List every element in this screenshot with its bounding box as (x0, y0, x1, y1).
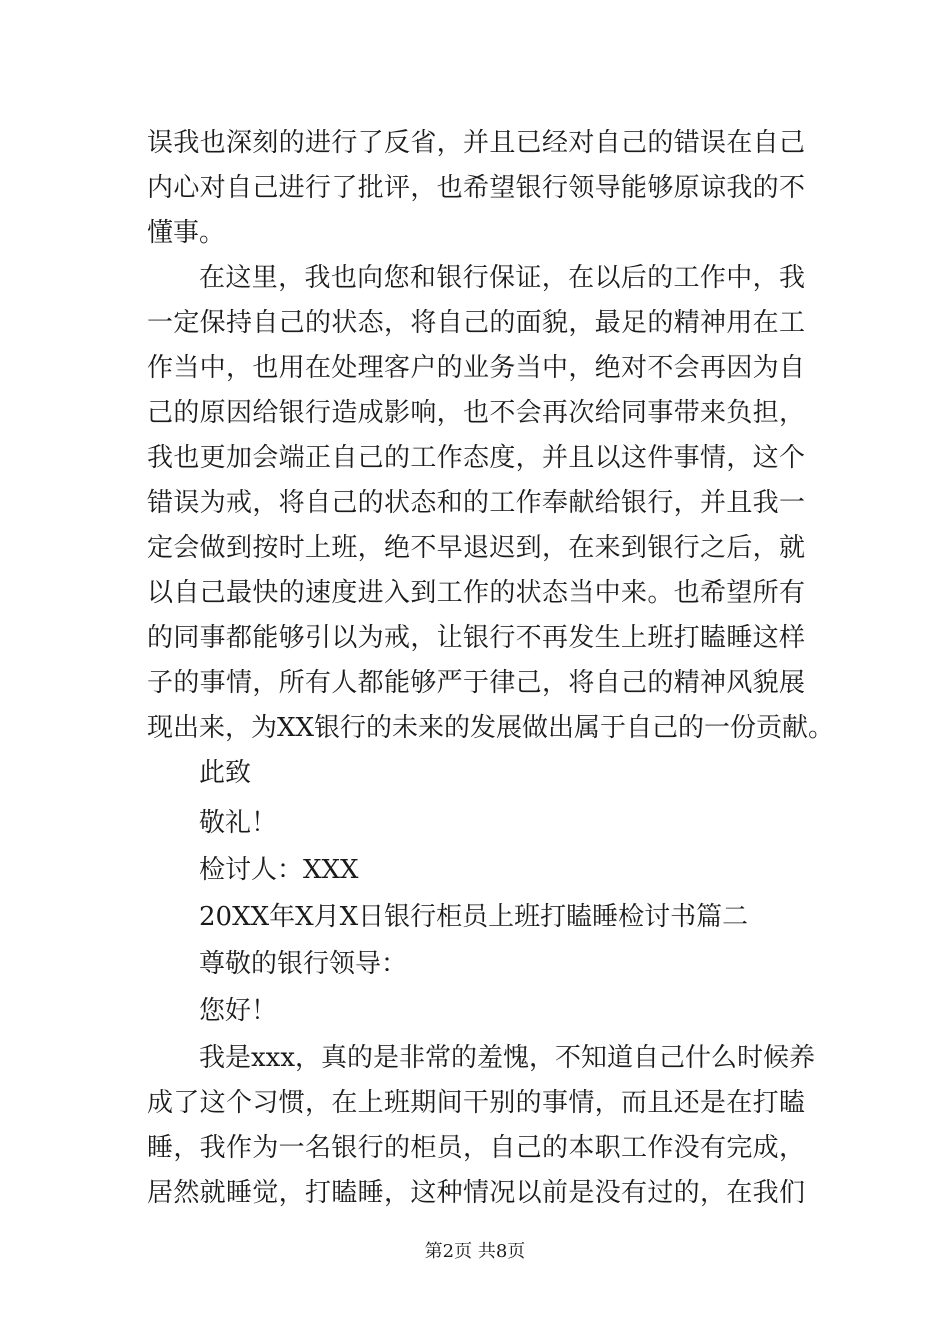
text-line: 一定保持自己的状态，将自己的面貌，最足的精神用在工 (147, 308, 805, 338)
text-line: 误我也深刻的进行了反省，并且已经对自己的错误在自己 (147, 128, 805, 158)
paragraph-first-line: 在这里，我也向您和银行保证，在以后的工作中，我 (199, 263, 805, 293)
closing-regards: 敬礼！ (199, 808, 278, 838)
text-line: 内心对自己进行了批评，也希望银行领导能够原谅我的不 (147, 173, 805, 203)
text-line: 子的事情，所有人都能够严于律己，将自己的精神风貌展 (147, 668, 805, 698)
text-line: 的同事都能够引以为戒，让银行不再发生上班打瞌睡这样 (147, 623, 805, 653)
text-line: 睡，我作为一名银行的柜员，自己的本职工作没有完成， (147, 1133, 805, 1163)
text-line: 己的原因给银行造成影响，也不会再次给同事带来负担， (147, 398, 805, 428)
paragraph-first-line: 我是xxx，真的是非常的羞愧，不知道自己什么时候养 (199, 1043, 815, 1073)
greeting-recipient: 尊敬的银行领导： (199, 949, 408, 979)
author-line: 检讨人：XXX (199, 855, 359, 885)
text-line: 懂事。 (147, 218, 226, 248)
text-line: 作当中，也用在处理客户的业务当中，绝对不会再因为自 (147, 353, 805, 383)
greeting: 您好！ (199, 996, 278, 1026)
text-line: 成了这个习惯，在上班期间干别的事情，而且还是在打瞌 (147, 1088, 805, 1118)
page-number-footer: 第2页 共8页 (424, 1241, 526, 1262)
text-line: 我也更加会端正自己的工作态度，并且以这件事情，这个 (147, 443, 805, 473)
text-line: 居然就睡觉，打瞌睡，这种情况以前是没有过的，在我们 (147, 1178, 805, 1208)
date-and-section-title: 20XX年X月X日银行柜员上班打瞌睡检讨书篇二 (199, 902, 749, 932)
text-line: 以自己最快的速度进入到工作的状态当中来。也希望所有 (147, 578, 805, 608)
text-line: 错误为戒，将自己的状态和的工作奉献给银行，并且我一 (147, 488, 805, 518)
text-line: 定会做到按时上班，绝不早退迟到，在来到银行之后，就 (147, 533, 805, 563)
text-line: 现出来，为XX银行的未来的发展做出属于自己的一份贡献。 (147, 713, 835, 743)
closing-salutation: 此致 (199, 758, 252, 788)
